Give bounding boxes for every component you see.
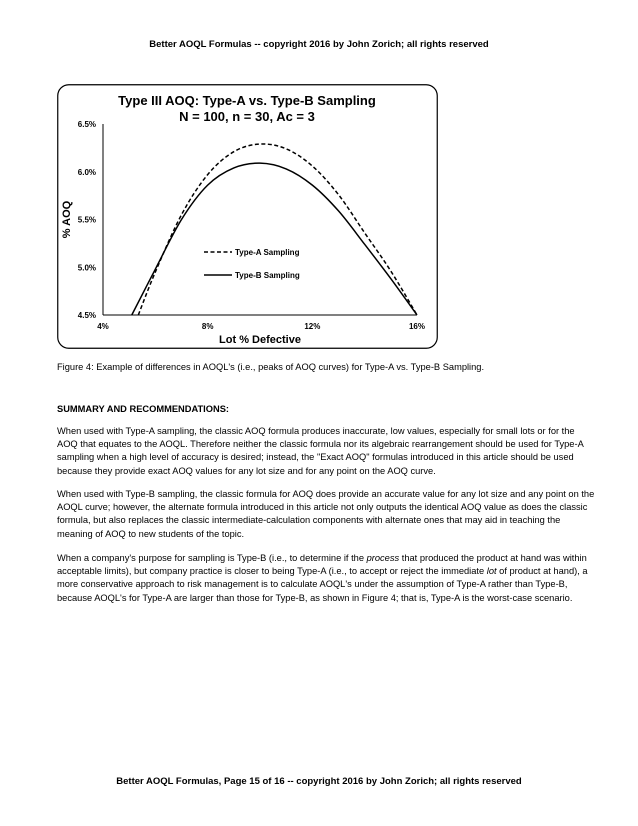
y-tick-label: 6.0%	[77, 167, 96, 177]
paragraph-type-b: When used with Type-B sampling, the classic formula for AOQ does provide an accurate value for any lot size and any point on the AOQL curve; however, the alternate formula introduced in this article not only outputs the identical AOQ value as does the classic formula, but also replaces the classic intermediate-calculation components with alternate ones that may aid in teaching the meaning of AOQ to new students of the topic.	[57, 489, 595, 539]
aoq-chart	[57, 84, 438, 349]
page-footer: Better AOQL Formulas, Page 15 of 16 -- copyright 2016 by John Zorich; all rights reserved	[116, 776, 522, 787]
page-header: Better AOQL Formulas -- copyright 2016 by John Zorich; all rights reserved	[149, 39, 489, 50]
x-tick-label: 16%	[408, 322, 426, 331]
paragraph-recommendation-part1: When a company's purpose for sampling is Type-B (i.e., to determine if the	[57, 553, 367, 563]
chart-subtitle: N = 100, n = 30, Ac = 3	[179, 109, 315, 124]
figure-caption: Figure 4: Example of differences in AOQL's (i.e., peaks of AOQ curves) for Type-A vs. Type-B Sampling.	[57, 362, 485, 372]
y-tick-label: 4.5%	[77, 311, 96, 320]
y-tick-label: 6.5%	[77, 120, 96, 129]
paragraph-type-a: When used with Type-A sampling, the classic AOQ formula produces inaccurate, low values, especially for small lots or for the AOQ that equates to the AOQL. Therefore neither the classic formula nor its algebraic rearrangement should be used for Type-A sampling when a high level of accuracy is desired; instead, the "Exact AOQ" formulas introduced in this article should be used because they provide exact AOQ values for any lot size and for any point on the AOQ curve.	[57, 426, 584, 476]
chart-title: Type III AOQ: Type-A vs. Type-B Sampling	[118, 93, 376, 108]
paragraph-recommendation-part3: of product at hand), a more conservative approach to risk management is to calculate AOQL's under the assumption of Type-A rather than Type-B, because AOQL's for Type-A are larger than those for Type-B, as shown in Figure 4; that is, Type-A is the worst-case scenario.	[57, 566, 588, 603]
x-tick-label: 4%	[97, 322, 109, 331]
section-heading: SUMMARY AND RECOMMENDATIONS:	[57, 404, 229, 414]
emphasis-process: process	[366, 553, 400, 563]
x-tick-label: 12%	[304, 322, 321, 331]
paragraph-recommendation	[57, 552, 595, 605]
y-tick-label: 5.5%	[77, 215, 96, 225]
legend-label: Type-B Sampling	[235, 271, 300, 280]
x-axis-title: Lot % Defective	[219, 334, 301, 346]
emphasis-lot: lot	[486, 566, 497, 577]
x-tick-label: 8%	[201, 322, 214, 331]
legend-label: Type-A Sampling	[235, 248, 300, 257]
y-axis-title: % AOQ	[61, 200, 73, 239]
paragraph-recommendation-part2: that produced the product at hand was within acceptable limits), but company practice is closer to being Type-A (i.e., to accept or reject the immediate	[57, 553, 587, 577]
y-tick-label: 5.0%	[77, 263, 96, 273]
chart-frame	[58, 85, 438, 349]
aoq-chart-svg	[57, 84, 438, 349]
